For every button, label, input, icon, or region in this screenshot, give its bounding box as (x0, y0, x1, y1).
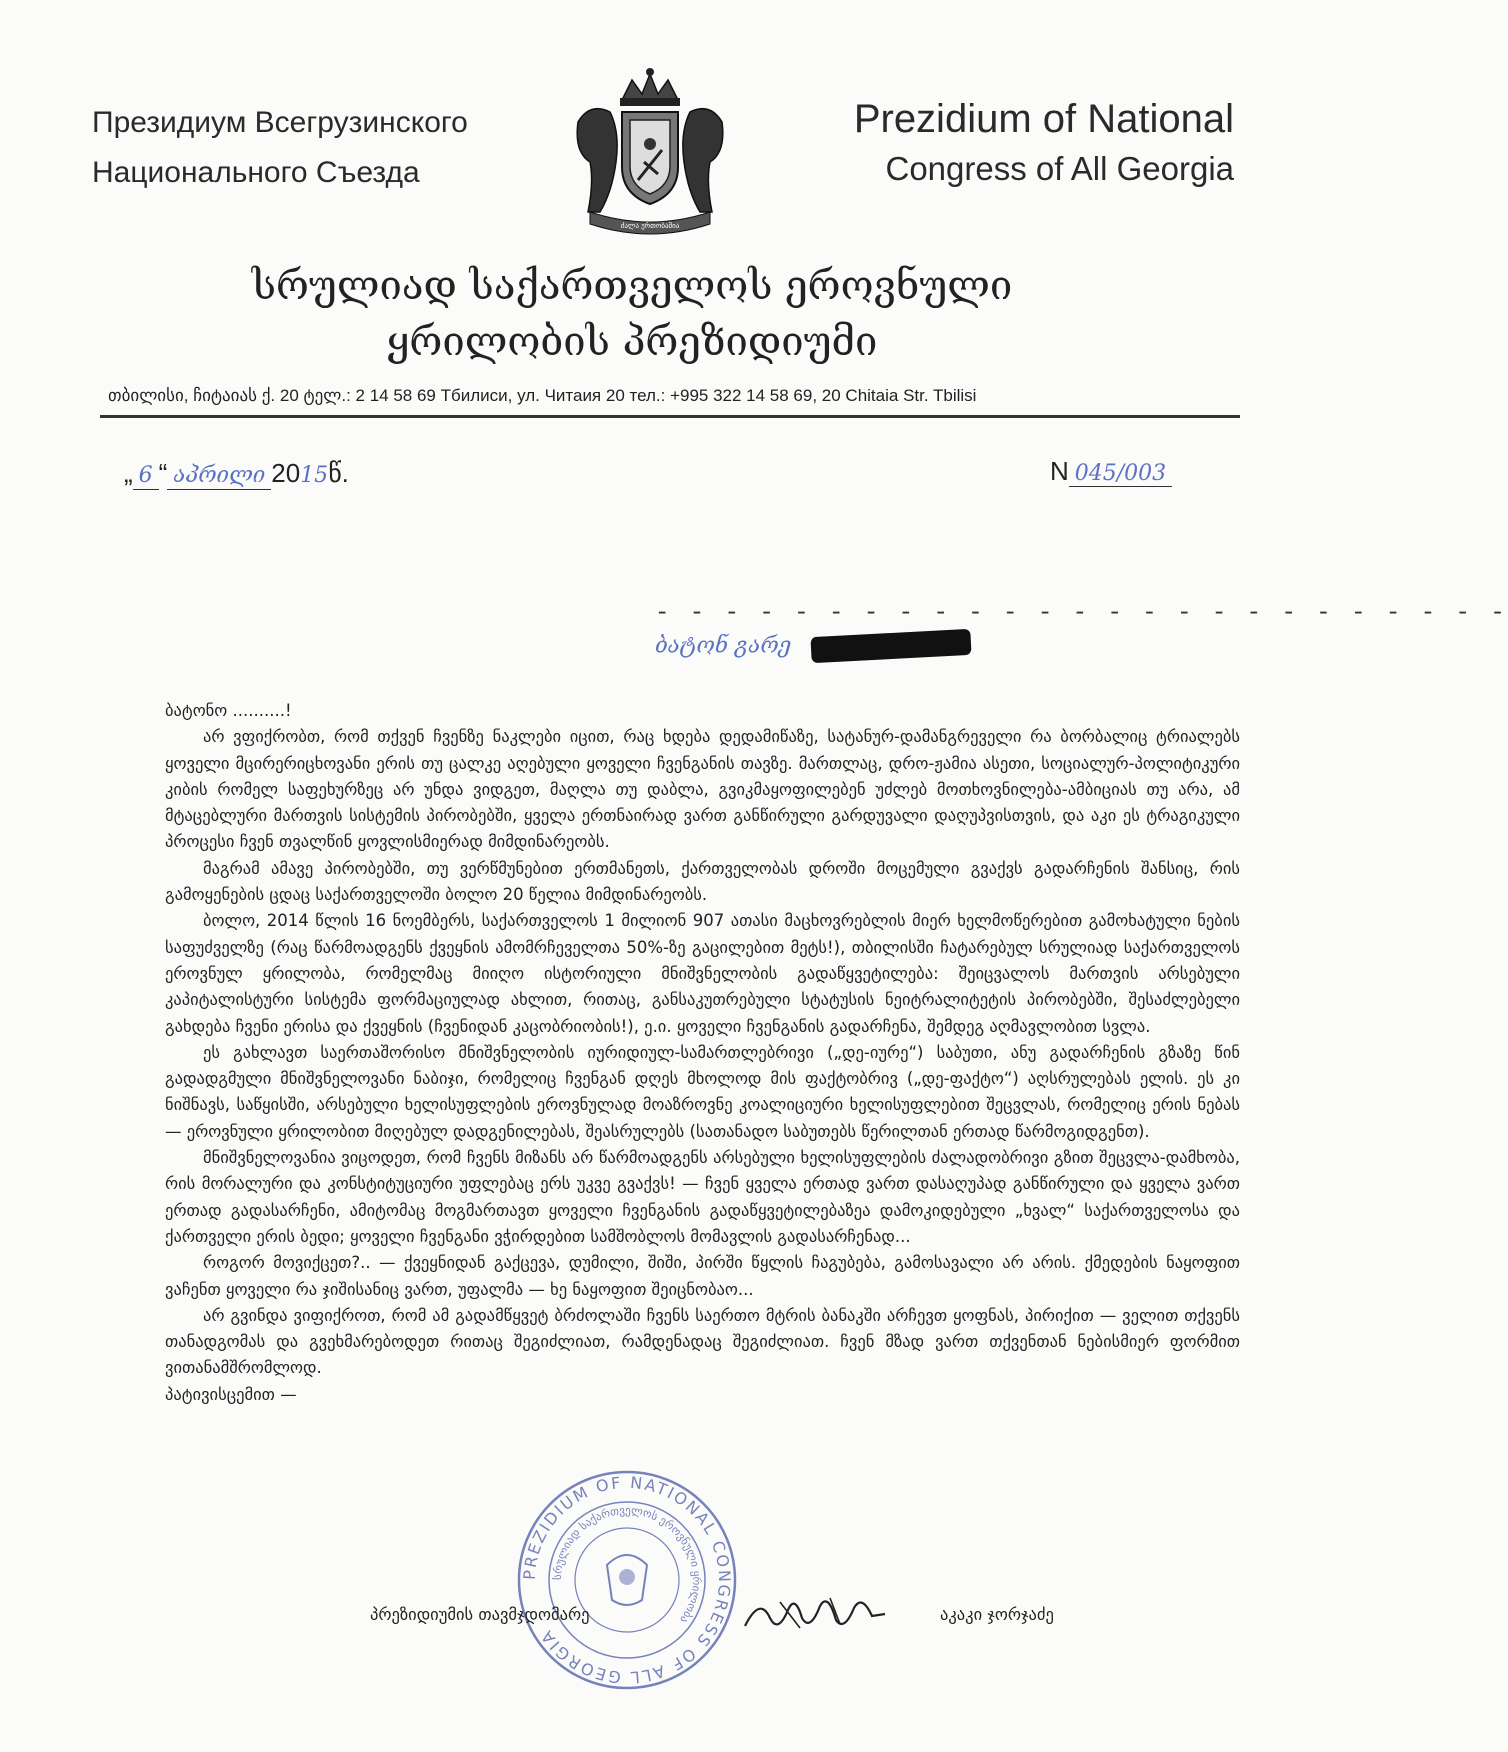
letter-body (165, 698, 1240, 1408)
date-day: 6 (138, 463, 153, 488)
emblem-ribbon-text: ძალა ერთობაშია (620, 222, 680, 230)
addressee-name: ბატონ გარე (655, 633, 792, 659)
redaction-mark (811, 629, 972, 663)
addressee-dashes: - - - - - - - - - - - - - - - - - - - - - - - - - (655, 600, 1508, 627)
paragraph-2: მაგრამ ამავე პირობებში, თუ ვერწმუნებით ერთმანეთს, ქართველობას დროში მოცემული გვაქვს გადარჩენის შანსიც, რის გამოყენების ცდაც საქართველოში ბოლო 20 წელია მიმდინარეობს. (165, 858, 1240, 905)
letter-closing: პატივისცემით — (165, 1384, 297, 1404)
coat-of-arms-icon (560, 62, 740, 242)
header-georgian (0, 258, 1264, 370)
addressee-block (655, 600, 1508, 660)
header-english (854, 92, 1234, 192)
header-ka-line1: სრულიად საქართველოს ეროვნული (251, 263, 1013, 309)
header-ru-line2: Национального Съезда (92, 156, 420, 189)
date-year-prefix: 20 (271, 458, 301, 488)
date-month-field (167, 458, 271, 490)
letter-date (124, 458, 349, 490)
header-divider (100, 415, 1240, 418)
header-ka-line2: ყრილობის პრეზიდიუმი (386, 319, 878, 365)
official-seal-icon (512, 1465, 742, 1695)
letter-greeting: ბატონო ..........! (165, 701, 292, 720)
seal-inner-text: სრულიად საქართველოს ეროვნული ყრილობა (550, 1503, 704, 1626)
number-prefix: N (1050, 456, 1069, 486)
seal-outer-text: PREZIDIUM OF NATIONAL CONGRESS OF ALL GEORGIA (519, 1472, 735, 1688)
header-en-line1: Prezidium of National (853, 97, 1234, 141)
paragraph-5: მნიშვნელოვანია ვიცოდეთ, რომ ჩვენს მიზანს არ წარმოადგენს არსებული ხელისუფლების ძალადობრივი გზით შეცვლა-დამხობა, რის მორალური და კონსტიტუციური უფლებაც ერს უკვე გვაქვს! — ჩვენ ყველა ერთად ვართ დასაღუპად განწირული და ყველა ვართ ერთად გადასარჩენი, ამიტომაც მოგმართავთ ყოველი ჩვენგანის გადაწყვეტილებაზეა დამოკიდებული „ხვალ“ საქართველოსა და ქართველი ერის ბედი; ყოველი ჩვენგანი ვჭირდებით სამშობლოს მომავლის გადასარჩენად... (165, 1148, 1240, 1246)
date-day-field (133, 458, 159, 490)
handwritten-signature-icon (740, 1588, 890, 1638)
date-close-quote: “ (158, 458, 168, 488)
date-suffix: წ. (328, 458, 349, 488)
paragraph-1: არ ვფიქრობთ, რომ თქვენ ჩვენზე ნაკლები იცით, რაც ხდება დედამიწაზე, სატანურ-დამანგრეველი რა ბორბალიც ტრიალებს ყოველი მცირერიცხოვანი ერის თუ ცალკე აღებული ყოველი ჩვენგანის თავზე. მართლაც, დრო-ჟამია ასეთი, სოციალურ-პოლიტიკური კიბის რომელ საფეხურზეც არ უნდა ვიდგეთ, მაღლა თუ დაბლა, გვიკმაყოფილებენ უძლებ მოთხოვნილება-ამბიციას თუ არა, ამ მტაცებლური მართვის სისტემის პირობებში, ყველა ერთნაირად ვართ განწირული გარდუვალი დაღუპვისთვის, და აკი ეს ტრაგიკული პროცესი ჩვენ თვალწინ ყოვლისმიერად მიმდინარეობს. (165, 727, 1240, 852)
letter-number (1050, 456, 1172, 487)
paragraph-7: არ გვინდა ვიფიქროთ, რომ ამ გადამწყვეტ ბრძოლაში ჩვენს საერთო მტრის ბანაკში არჩევთ ყოფნას, პირიქით — ველით თქვენს თანადგომას და გვეხმარებოდეთ რითაც შეგიძლიათ, რამდენადაც შეგიძლიათ. ჩვენ მზად ვართ თქვენთან ნებისმიერ ფორმით ვითანამშრომლოდ. (165, 1305, 1240, 1378)
addressee-line (655, 633, 1185, 660)
date-month: აპრილი (173, 463, 266, 488)
signatory-role: პრეზიდიუმის თავმჯდომარე (370, 1605, 590, 1624)
paragraph-6: როგორ მოვიქცეთ?.. — ქვეყნიდან გაქცევა, დუმილი, შიში, პირში წყლის ჩაგუბება, გამოსავალი არ არის. ქმედების ნაყოფით ვაჩენთ ყოველი რა ჯიშისანიც ვართ, უფალმა — ხე ნაყოფით შეიცნობაო... (165, 1253, 1240, 1299)
paragraph-3: ბოლო, 2014 წლის 16 ნოემბერს, საქართველოს 1 მილიონ 907 ათასი მაცხოვრებლის მიერ ხელმოწერებით გამოხატული ნების საფუძველზე (რაც წარმოადგენს ქვეყნის ამომრჩეველთა 50%-ზე გაცილებით მეტს!), თბილისში ჩატარებულ სრულიად საქართველოს ეროვნულ ყრილობა, რომელმაც მიიღო ისტორიული მნიშვნელობის გადაწყვეტილება: შეიცვალოს მართვის არსებული კაპიტალისტური სისტემა ფორმაციულად ახლით, რითაც, განსაკუთრებული სტატუსის ნეიტრალიტეტის პირობებში, შესაძლებელი გახდება ჩვენი ერისა და ქვეყნის (ჩვენიდან კაცობრიობის!), ე.ი. ყოველი ჩვენგანის გადარჩენა, შემდეგ აღმავლობით სვლა. (165, 911, 1240, 1036)
header-en-line2: Congress of All Georgia (885, 150, 1234, 187)
signatory-name: აკაკი ჯორჯაძე (940, 1605, 1054, 1624)
address-line: თბილისი, ჩიტაიას ქ. 20 ტელ.: 2 14 58 69 Тбилиси, ул. Читаия 20 тел.: +995 322 14 58 69, 20 Chitaia Str. Tbilisi (108, 386, 977, 405)
date-year-suffix: 15 (300, 463, 329, 488)
date-open-quote: „ (124, 458, 133, 488)
number-value: 045/003 (1069, 461, 1172, 487)
paragraph-4: ეს გახლავთ საერთაშორისო მნიშვნელობის იურიდიულ-სამართლებრივი („დე-იურე“) საბუთი, ანუ გადარჩენის გზაზე წინ გადადგმული მნიშვნელოვანი ნაბიჯი, რომელიც ჩვენგან დღეს მხოლოდ მის ფაქტობრივ („დე-ფაქტო“) აღსრულებას ელის. ეს კი ნიშნავს, საწყისში, არსებული ხელისუფლების ეროვნულად მოაზროვნე კოალიციური ხელისუფლებით შეცვლას, რომელიც ერის ნებას — ეროვნული ყრილობით მიღებულ დადგენილებას, შეასრულებს (სათანადო საბუთებს წერილთან ერთად წარმოგიდგენთ). (165, 1042, 1240, 1141)
header-russian (92, 98, 468, 198)
header-ru-line1: Президиум Всегрузинского (92, 106, 468, 139)
